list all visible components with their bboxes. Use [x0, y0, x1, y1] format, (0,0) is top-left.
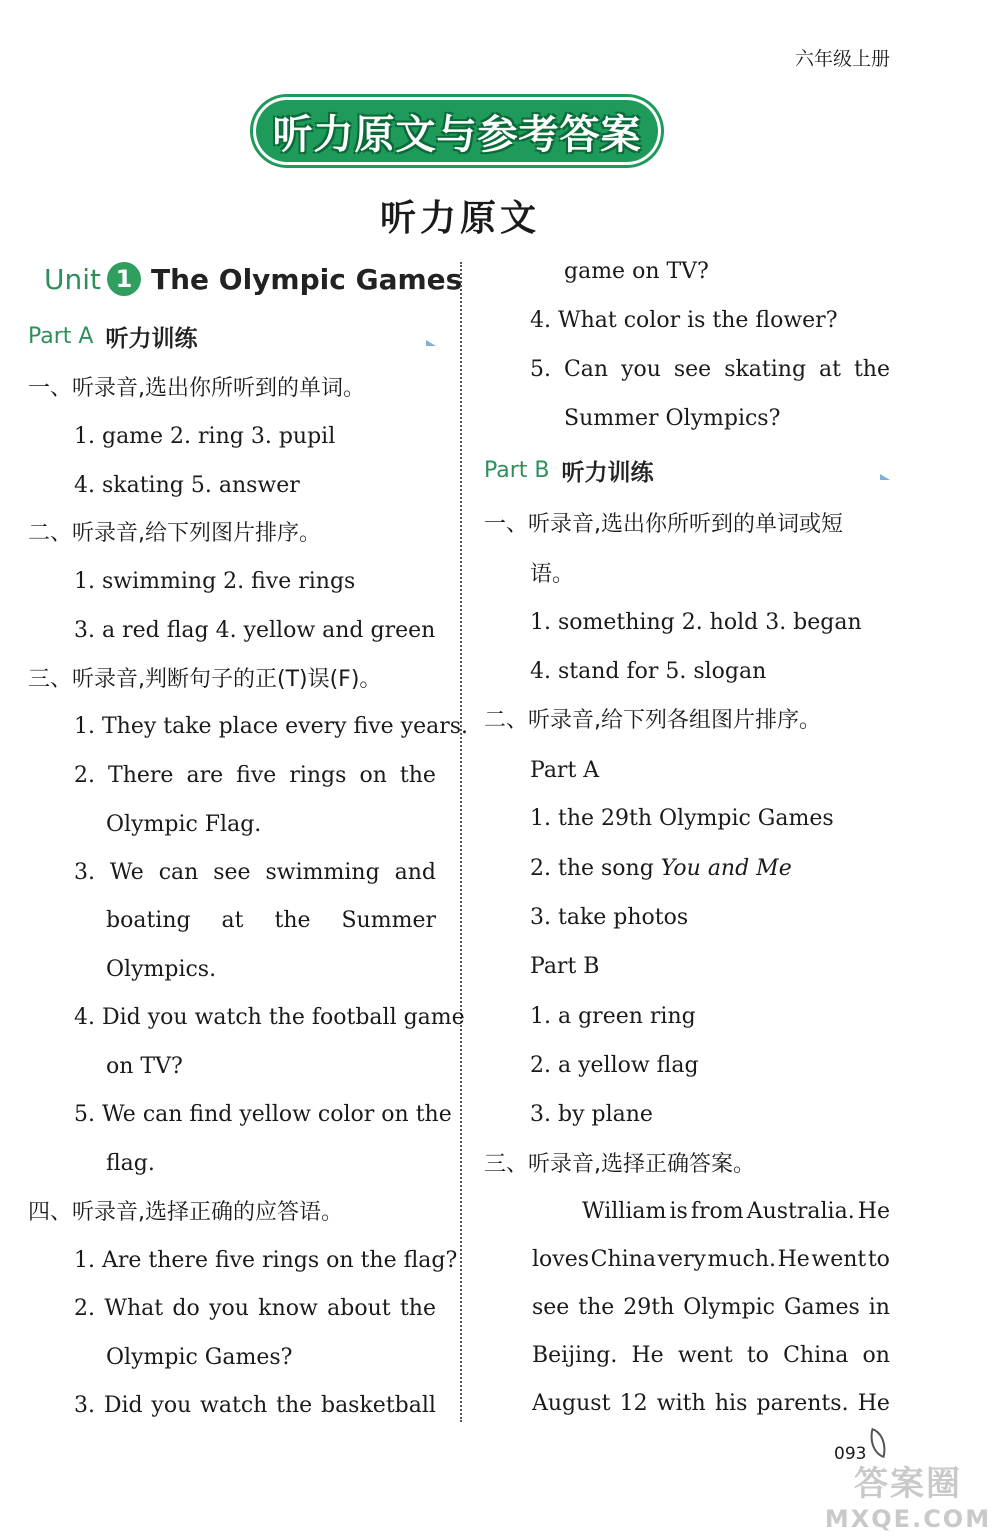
word: Summer	[341, 908, 436, 933]
word: He	[857, 1199, 890, 1224]
part-b-title: 听力训练	[561, 460, 654, 486]
word: 2.	[74, 1296, 95, 1321]
sentence-line: 4. What color is the flower?	[530, 308, 838, 333]
word: He	[631, 1343, 664, 1368]
sentence-line: 4. Did you watch the football game	[74, 1005, 465, 1030]
triangle-mark-icon	[426, 340, 436, 346]
word: see	[532, 1295, 570, 1320]
answer-line: 4. skating 5. answer	[74, 473, 300, 498]
watermark-url: MXQE.COM	[824, 1505, 992, 1533]
question-heading: 三、听录音,选择正确答案。	[484, 1152, 755, 1177]
word: is	[669, 1199, 688, 1224]
sentence-line: 5. We can find yellow color on the	[74, 1102, 452, 1127]
part-b-heading	[484, 454, 654, 487]
word: very	[657, 1247, 706, 1272]
word: parents.	[756, 1391, 849, 1416]
word: you	[151, 1393, 192, 1418]
sentence-line: Olympic Flag.	[106, 812, 262, 837]
song-title: You and Me	[660, 856, 792, 881]
word: He	[857, 1391, 890, 1416]
watermark	[820, 1456, 996, 1533]
word: in	[868, 1295, 890, 1320]
banner-title: 听力原文与参考答案	[272, 111, 642, 158]
passage-line	[532, 1293, 890, 1323]
title-banner	[256, 100, 658, 162]
word: much.	[707, 1247, 777, 1272]
sentence-line: Olympic Games?	[106, 1345, 293, 1370]
watermark-logo-text: 答案圈	[854, 1464, 962, 1504]
word: to	[867, 1247, 890, 1272]
question-heading-cont: 语。	[530, 562, 575, 587]
word: Beijing.	[532, 1343, 618, 1368]
word: rings	[289, 763, 347, 788]
question-heading: 一、听录音,选出你所听到的单词或短	[484, 512, 843, 537]
word: on	[862, 1343, 890, 1368]
passage-line	[532, 1245, 890, 1275]
unit-word: Unit	[44, 262, 101, 296]
word: boating	[106, 908, 191, 933]
word: the	[276, 1393, 313, 1418]
unit-number-badge: 1	[107, 262, 141, 296]
word: August	[532, 1391, 611, 1416]
sub-part-label: Part B	[530, 954, 600, 979]
word: 3.	[74, 1393, 95, 1418]
answer-line: 3. by plane	[530, 1102, 653, 1127]
sentence-line: game on TV?	[564, 259, 709, 284]
word: see	[673, 357, 712, 382]
song-prefix: 2. the song	[530, 856, 661, 881]
word: There	[108, 763, 174, 788]
question-heading: 二、听录音,给下列图片排序。	[28, 521, 321, 546]
sentence-line: Olympics.	[106, 957, 217, 982]
answer-line: 2. a yellow flag	[530, 1053, 699, 1078]
word: Olympic	[683, 1295, 776, 1320]
triangle-mark-icon	[880, 474, 890, 480]
word: Australia.	[746, 1199, 855, 1224]
word: the	[578, 1295, 615, 1320]
part-a-heading	[28, 320, 197, 353]
part-b-label: Part B	[484, 458, 550, 483]
word: 2.	[74, 763, 95, 788]
sentence-line	[530, 355, 890, 385]
sentence-line: flag.	[106, 1151, 155, 1176]
sentence-line	[74, 761, 436, 791]
word: from	[690, 1199, 744, 1224]
sentence-line: on TV?	[106, 1054, 183, 1079]
word: you	[621, 357, 661, 382]
word: loves	[532, 1247, 590, 1272]
question-heading: 三、听录音,判断句子的正(T)误(F)。	[28, 667, 382, 692]
word: 5.	[530, 357, 551, 382]
word: the	[399, 763, 436, 788]
word: watch	[200, 1393, 268, 1418]
word: Games	[783, 1295, 860, 1320]
answer-line: 1. swimming 2. five rings	[74, 569, 356, 594]
part-a-title: 听力训练	[105, 326, 198, 352]
word: his	[714, 1391, 748, 1416]
answer-line: 3. a red flag 4. yellow and green	[74, 618, 436, 643]
word: see	[213, 860, 251, 885]
word: swimming	[265, 860, 380, 885]
word: 3.	[74, 860, 95, 885]
word: the	[399, 1296, 436, 1321]
passage-line	[532, 1389, 890, 1419]
leaf-icon	[865, 1428, 891, 1458]
part-a-label: Part A	[28, 324, 94, 349]
page-number: 093	[834, 1444, 867, 1464]
word: Did	[103, 1393, 143, 1418]
word: went	[677, 1343, 733, 1368]
answer-line: 1. something 2. hold 3. began	[530, 610, 862, 635]
question-heading: 二、听录音,给下列各组图片排序。	[484, 708, 821, 733]
question-heading: 一、听录音,选出你所听到的单词。	[28, 376, 365, 401]
word: know	[258, 1296, 318, 1321]
passage-line	[582, 1197, 890, 1227]
sentence-line	[74, 1294, 436, 1324]
sentence-line: Summer Olympics?	[564, 406, 781, 431]
word: Can	[563, 357, 609, 382]
word: do	[172, 1296, 200, 1321]
word: and	[394, 860, 436, 885]
answer-line	[530, 854, 792, 884]
word: the	[853, 357, 890, 382]
answer-line: 1. game 2. ring 3. pupil	[74, 424, 336, 449]
word: 29th	[623, 1295, 675, 1320]
answer-line: 4. stand for 5. slogan	[530, 659, 767, 684]
word: 12	[619, 1391, 648, 1416]
word: five	[236, 763, 277, 788]
word: went	[811, 1247, 867, 1272]
word: to	[746, 1343, 769, 1368]
sentence-line: 1. Are there five rings on the flag?	[74, 1248, 458, 1273]
sentence-line	[106, 906, 436, 936]
answer-line: 1. the 29th Olympic Games	[530, 806, 834, 831]
grade-label: 六年级上册	[794, 48, 890, 70]
sub-part-label: Part A	[530, 758, 600, 783]
word: China	[783, 1343, 849, 1368]
word: you	[209, 1296, 249, 1321]
word: the	[274, 908, 311, 933]
word: with	[656, 1391, 706, 1416]
question-heading: 四、听录音,选择正确的应答语。	[28, 1200, 343, 1225]
word: skating	[724, 357, 807, 382]
unit-heading	[44, 262, 462, 296]
passage-line	[532, 1341, 890, 1371]
word: at	[819, 357, 841, 382]
answer-line: 3. take photos	[530, 905, 689, 930]
word: What	[104, 1296, 164, 1321]
word: about	[327, 1296, 391, 1321]
sentence-line	[74, 1391, 436, 1421]
answer-line: 1. a green ring	[530, 1004, 696, 1029]
word: We	[109, 860, 144, 885]
word: William	[582, 1199, 667, 1224]
column-divider	[460, 262, 462, 1422]
word: are	[186, 763, 224, 788]
word: can	[158, 860, 199, 885]
section-title: 听力原文	[379, 198, 540, 239]
sentence-line	[74, 858, 436, 888]
word: on	[359, 763, 387, 788]
word: basketball	[320, 1393, 436, 1418]
sentence-line: 1. They take place every five years.	[74, 714, 469, 739]
word: He	[777, 1247, 810, 1272]
unit-title: The Olympic Games	[151, 262, 463, 296]
word: at	[221, 908, 244, 933]
word: China	[590, 1247, 656, 1272]
